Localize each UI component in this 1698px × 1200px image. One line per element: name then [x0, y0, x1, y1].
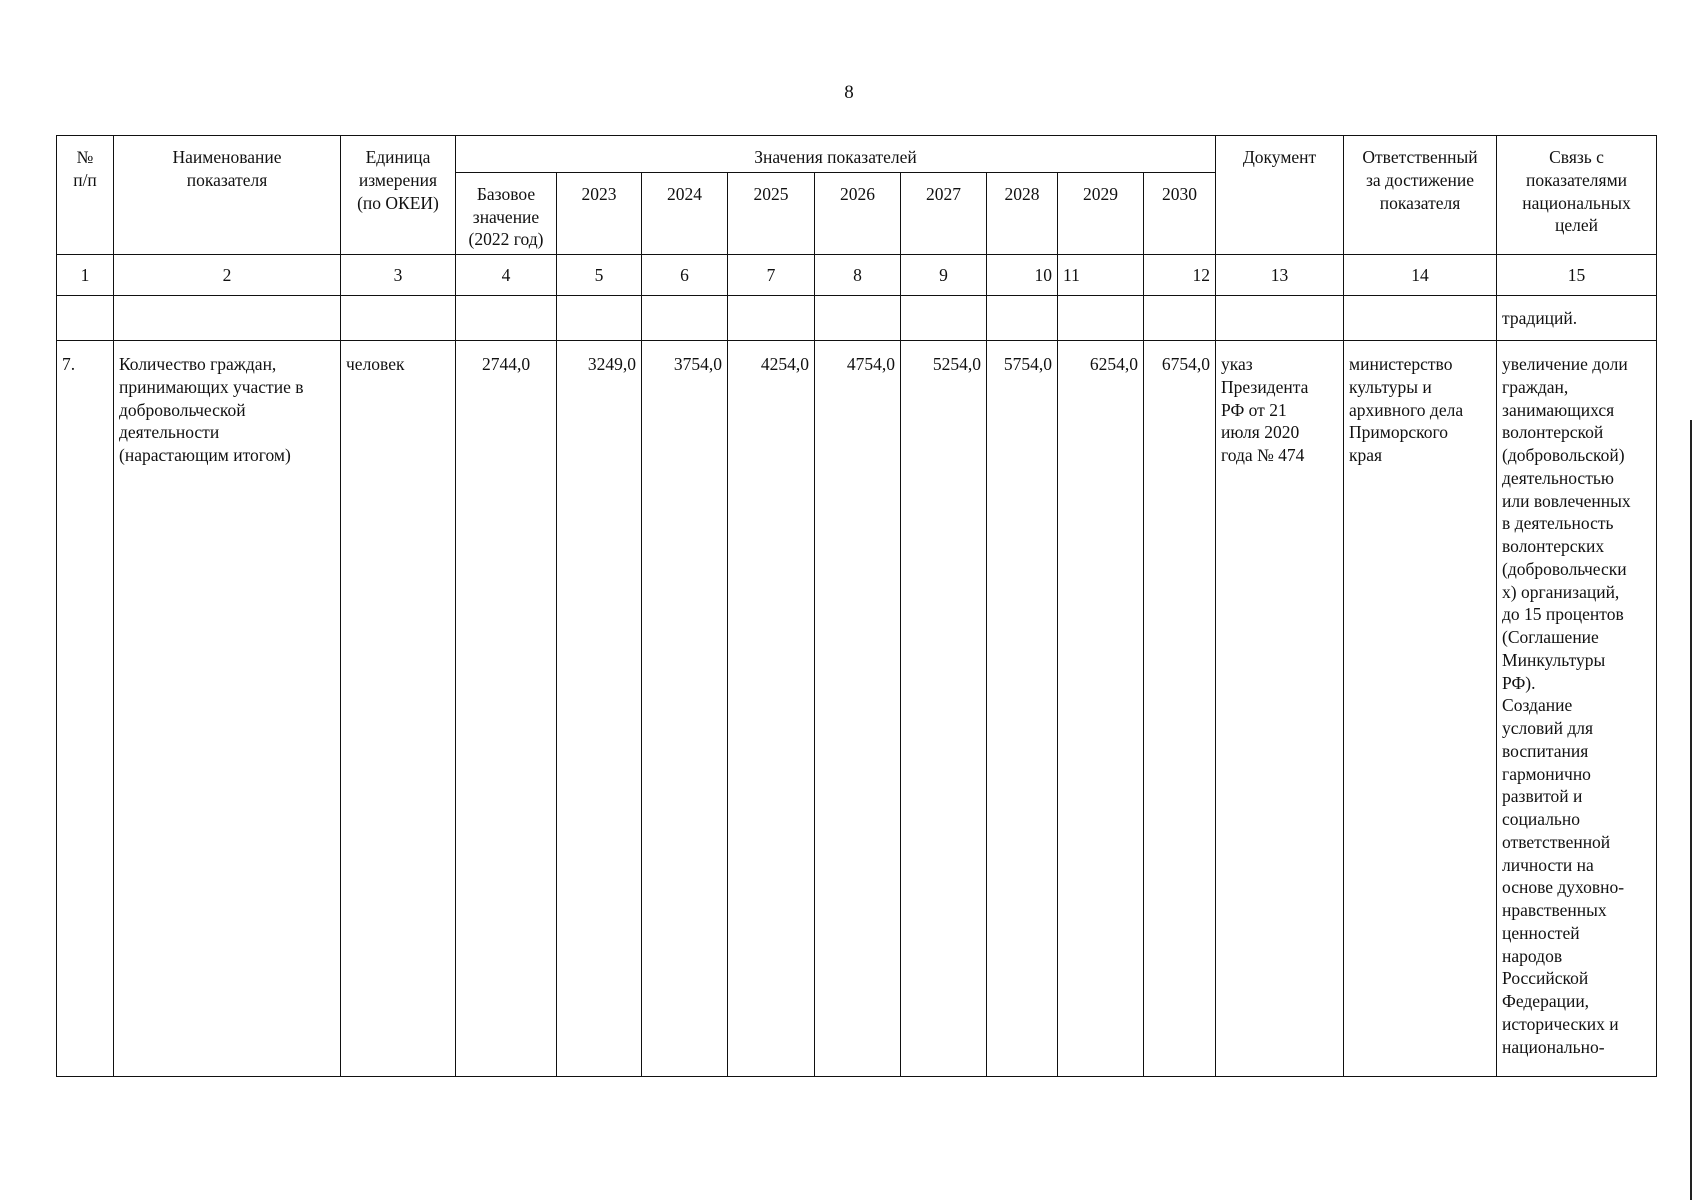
year-value: 4754,0 — [815, 341, 901, 1077]
empty-cell — [341, 296, 456, 341]
column-number: 8 — [815, 255, 901, 296]
column-number: 2 — [114, 255, 341, 296]
header-year: 2028 — [987, 172, 1058, 254]
header-year: 2023 — [557, 172, 642, 254]
header-year: 2030 — [1144, 172, 1216, 254]
carry-over-row — [57, 296, 1657, 341]
column-number: 6 — [642, 255, 728, 296]
column-number: 13 — [1216, 255, 1344, 296]
column-number: 14 — [1344, 255, 1497, 296]
national-goals-link: увеличение доли граждан, занимающихся волонтерской (добровольской) деятельностью или вовлеченных в деятельность волонтерских (добровольчески х) организаций, до 15 процентов (Соглашение Минкультуры РФ). Создание условий для воспитания гармонично развитой и социально ответственной личности на основе духовно- нравственных ценностей народов Российской Федерации, исторических и национально- — [1497, 341, 1657, 1077]
column-number: 1 — [57, 255, 114, 296]
indicators-table — [56, 135, 1657, 1077]
column-number: 10 — [987, 255, 1058, 296]
column-number: 4 — [456, 255, 557, 296]
empty-cell — [1344, 296, 1497, 341]
header-year: 2024 — [642, 172, 728, 254]
indicator-name: Количество граждан, принимающих участие в добровольческой деятельности (нарастающим итогом) — [114, 341, 341, 1077]
year-value: 5254,0 — [901, 341, 987, 1077]
table-row — [57, 341, 1657, 1077]
row-number: 7. — [57, 341, 114, 1077]
base-value: 2744,0 — [456, 341, 557, 1077]
page-number: 8 — [844, 82, 854, 103]
year-value: 6754,0 — [1144, 341, 1216, 1077]
column-number: 9 — [901, 255, 987, 296]
empty-cell — [114, 296, 341, 341]
year-value: 5754,0 — [987, 341, 1058, 1077]
header-year: 2029 — [1058, 172, 1144, 254]
scan-edge-line — [1690, 420, 1692, 1200]
empty-cell — [642, 296, 728, 341]
empty-cell — [815, 296, 901, 341]
header-name: Наименование показателя — [114, 136, 341, 255]
header-national-goals-link: Связь с показателями национальных целей — [1497, 136, 1657, 255]
empty-cell — [1144, 296, 1216, 341]
empty-cell — [1058, 296, 1144, 341]
column-number: 7 — [728, 255, 815, 296]
indicator-unit: человек — [341, 341, 456, 1077]
header-row-1 — [57, 136, 1657, 173]
year-value: 3754,0 — [642, 341, 728, 1077]
empty-cell — [456, 296, 557, 341]
empty-cell — [557, 296, 642, 341]
empty-cell — [57, 296, 114, 341]
header-no: № п/п — [57, 136, 114, 255]
column-number: 15 — [1497, 255, 1657, 296]
empty-cell — [1216, 296, 1344, 341]
column-numbers-row — [57, 255, 1657, 296]
header-responsible: Ответственный за достижение показателя — [1344, 136, 1497, 255]
header-document: Документ — [1216, 136, 1344, 255]
header-year: 2025 — [728, 172, 815, 254]
carry-over-link-text: традиций. — [1497, 296, 1657, 341]
document-reference: указ Президента РФ от 21 июля 2020 года № 474 — [1216, 341, 1344, 1077]
header-unit: Единица измерения (по ОКЕИ) — [341, 136, 456, 255]
column-number: 11 — [1058, 255, 1144, 296]
year-value: 6254,0 — [1058, 341, 1144, 1077]
column-number: 12 — [1144, 255, 1216, 296]
year-value: 3249,0 — [557, 341, 642, 1077]
header-values-group: Значения показателей — [456, 136, 1216, 173]
column-number: 5 — [557, 255, 642, 296]
responsible-body: министерство культуры и архивного дела Приморского края — [1344, 341, 1497, 1077]
empty-cell — [901, 296, 987, 341]
header-base-value: Базовое значение (2022 год) — [456, 172, 557, 254]
empty-cell — [987, 296, 1058, 341]
empty-cell — [728, 296, 815, 341]
header-year: 2026 — [815, 172, 901, 254]
year-value: 4254,0 — [728, 341, 815, 1077]
header-year: 2027 — [901, 172, 987, 254]
column-number: 3 — [341, 255, 456, 296]
